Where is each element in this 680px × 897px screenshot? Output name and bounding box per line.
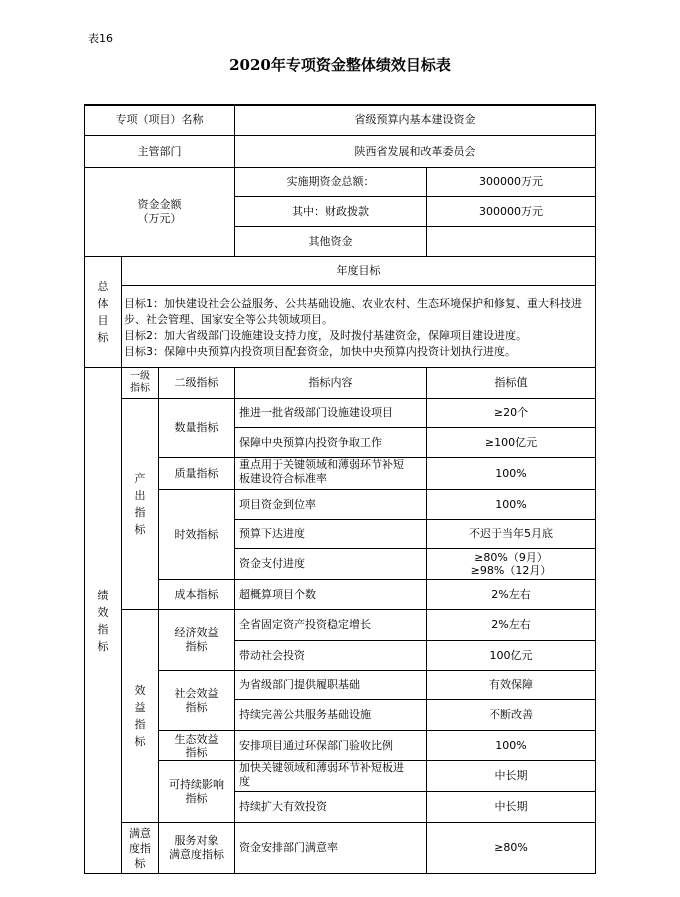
cost-indicator: 成本指标 bbox=[174, 587, 219, 601]
time-indicator: 时效指标 bbox=[174, 527, 219, 541]
economic-label-line1: 经济效益 bbox=[174, 626, 219, 639]
table-row-value: 100% bbox=[495, 466, 527, 480]
funds-total-label: 实施期资金总额： bbox=[286, 175, 375, 188]
funds-other-value bbox=[427, 227, 595, 256]
sustain-label-line2: 指标 bbox=[185, 791, 208, 805]
economic-indicator bbox=[159, 610, 234, 670]
table-row-content: 超概算项目个数 bbox=[239, 587, 316, 601]
header-level2: 二级指标 bbox=[174, 376, 219, 389]
perf-char-2: 效 bbox=[97, 605, 109, 619]
benefit-char-1: 效 bbox=[134, 684, 146, 697]
output-indicator-label bbox=[133, 399, 147, 609]
payment-value-line2: ≥98%（12月） bbox=[470, 564, 552, 577]
sustain-content-line2: 度 bbox=[239, 775, 250, 788]
table-row-value: 100亿元 bbox=[489, 648, 533, 662]
overall-char-4: 标 bbox=[97, 331, 109, 344]
funds-fiscal-label: 其中：财政拨款 bbox=[292, 204, 369, 218]
table-row-value bbox=[427, 549, 595, 579]
table-row-content: 全省固定资产投资稳定增长 bbox=[239, 618, 371, 631]
quality-indicator: 质量指标 bbox=[174, 466, 219, 480]
table-row-content: 安排项目通过环保部门验收比例 bbox=[239, 738, 393, 752]
header-level1 bbox=[122, 368, 158, 398]
funds-fiscal-value: 300000万元 bbox=[479, 204, 543, 218]
sustain-indicator bbox=[159, 761, 234, 822]
perf-char-1: 绩 bbox=[97, 588, 109, 602]
perf-char-3: 指 bbox=[97, 622, 109, 636]
overall-side-label bbox=[96, 257, 110, 367]
table-row-value: 2%左右 bbox=[491, 587, 531, 601]
satisfaction-l1-line1: 满意 bbox=[129, 826, 151, 840]
output-char-2: 出 bbox=[134, 489, 146, 502]
social-label-line1: 社会效益 bbox=[174, 686, 219, 700]
benefit-indicator-label bbox=[133, 610, 147, 822]
output-char-3: 指 bbox=[134, 506, 146, 519]
economic-label-line2: 指标 bbox=[185, 640, 208, 653]
goal-1: 目标1：加快建设社会公益服务、公共基础设施、农业农村、生态环境保护和修复、重大科技进步、社会管理、国家安全等公共领域项目。 bbox=[124, 297, 582, 326]
satisfaction-l1-line3: 标 bbox=[134, 856, 146, 870]
benefit-char-4: 标 bbox=[134, 735, 146, 748]
header-value: 指标值 bbox=[494, 376, 528, 389]
annual-goals-list bbox=[124, 296, 594, 360]
social-indicator bbox=[159, 671, 234, 730]
output-char-1: 产 bbox=[134, 472, 146, 485]
project-name-value: 省级预算内基本建设资金 bbox=[354, 113, 476, 126]
table-row-content: 保障中央预算内投资争取工作 bbox=[239, 435, 382, 449]
table-row-value: ≥100亿元 bbox=[484, 435, 538, 449]
quality-content-line2: 板建设符合标准率 bbox=[239, 472, 327, 485]
performance-side-label bbox=[96, 368, 110, 873]
goal-2: 目标2：加大省级部门设施建设支持力度，及时拨付基建资金，保障项目建设进度。 bbox=[124, 329, 527, 342]
table-row-content: 项目资金到位率 bbox=[239, 497, 316, 511]
funds-other-label: 其他资金 bbox=[308, 234, 353, 248]
sustain-content-line1: 加快关键领域和薄弱环节补短板进 bbox=[239, 761, 404, 774]
dept-label: 主管部门 bbox=[137, 144, 182, 158]
table-row-value: ≥80% bbox=[494, 841, 528, 854]
header-level1-line1: 一级 bbox=[130, 371, 150, 382]
table-row-value: 100% bbox=[495, 738, 527, 752]
social-label-line2: 指标 bbox=[185, 700, 208, 714]
quantity-indicator: 数量指标 bbox=[174, 421, 219, 434]
overall-char-1: 总 bbox=[97, 280, 109, 293]
sustain-label-line1: 可持续影响 bbox=[169, 777, 224, 791]
page-title: 2020年专项资金整体绩效目标表 bbox=[229, 56, 451, 74]
overall-char-2: 体 bbox=[97, 297, 109, 310]
table-row-content: 持续完善公共服务基础设施 bbox=[239, 708, 371, 721]
satisfaction-label-line2: 满意度指标 bbox=[169, 848, 224, 861]
overall-char-3: 目 bbox=[97, 314, 109, 327]
eco-indicator bbox=[159, 731, 234, 760]
benefit-char-3: 指 bbox=[134, 718, 146, 731]
table-row-content: 为省级部门提供履职基础 bbox=[239, 678, 360, 691]
table-row-value: 不断改善 bbox=[489, 708, 533, 721]
table-row-value: 100% bbox=[495, 497, 527, 511]
table-row-value: ≥20个 bbox=[493, 406, 529, 419]
table-row-value: 有效保障 bbox=[489, 678, 533, 691]
table-row-content: 带动社会投资 bbox=[239, 648, 305, 662]
funds-label-line2: （万元） bbox=[137, 212, 182, 225]
perf-char-4: 标 bbox=[97, 639, 109, 653]
table-row-value: 2%左右 bbox=[491, 618, 531, 631]
satisfaction-l1-line2: 度指 bbox=[129, 841, 151, 855]
output-char-4: 标 bbox=[134, 523, 146, 536]
table-row-content: 资金支付进度 bbox=[239, 557, 305, 570]
eco-label-line1: 生态效益 bbox=[174, 732, 219, 746]
table-row-content bbox=[235, 761, 426, 791]
header-level1-line2: 指标 bbox=[130, 383, 150, 394]
payment-value-line1: ≥80%（9月） bbox=[474, 551, 548, 564]
eco-label-line2: 指标 bbox=[185, 745, 208, 759]
table-row-content: 推进一批省级部门设施建设项目 bbox=[239, 406, 393, 419]
quality-content-line1: 重点用于关键领域和薄弱环节补短 bbox=[239, 458, 404, 471]
satisfaction-level1 bbox=[122, 823, 158, 873]
annual-goals-header: 年度目标 bbox=[336, 264, 381, 277]
table-row-value: 中长期 bbox=[494, 769, 528, 782]
table-row-value: 中长期 bbox=[494, 800, 528, 813]
satisfaction-label-line1: 服务对象 bbox=[174, 834, 219, 847]
table-row-content bbox=[235, 458, 426, 489]
table-row-content: 持续扩大有效投资 bbox=[239, 800, 327, 813]
dept-value: 陕西省发展和改革委员会 bbox=[354, 144, 476, 158]
funds-label-line1: 资金金额 bbox=[137, 198, 182, 211]
table-row-content: 预算下达进度 bbox=[239, 527, 305, 540]
funds-total-value: 300000万元 bbox=[479, 175, 543, 188]
table-row-value: 不迟于当年5月底 bbox=[469, 527, 553, 540]
benefit-char-2: 益 bbox=[134, 701, 146, 714]
satisfaction-indicator bbox=[159, 823, 234, 873]
funds-label bbox=[85, 168, 234, 256]
project-name-label: 专项（项目）名称 bbox=[115, 113, 204, 126]
header-content: 指标内容 bbox=[308, 376, 353, 389]
doc-label: 表16 bbox=[88, 32, 113, 45]
goal-3: 目标3：保障中央预算内投资项目配套资金，加快中央预算内投资计划执行进度。 bbox=[124, 345, 516, 358]
table-row-content: 资金安排部门满意率 bbox=[239, 841, 338, 854]
